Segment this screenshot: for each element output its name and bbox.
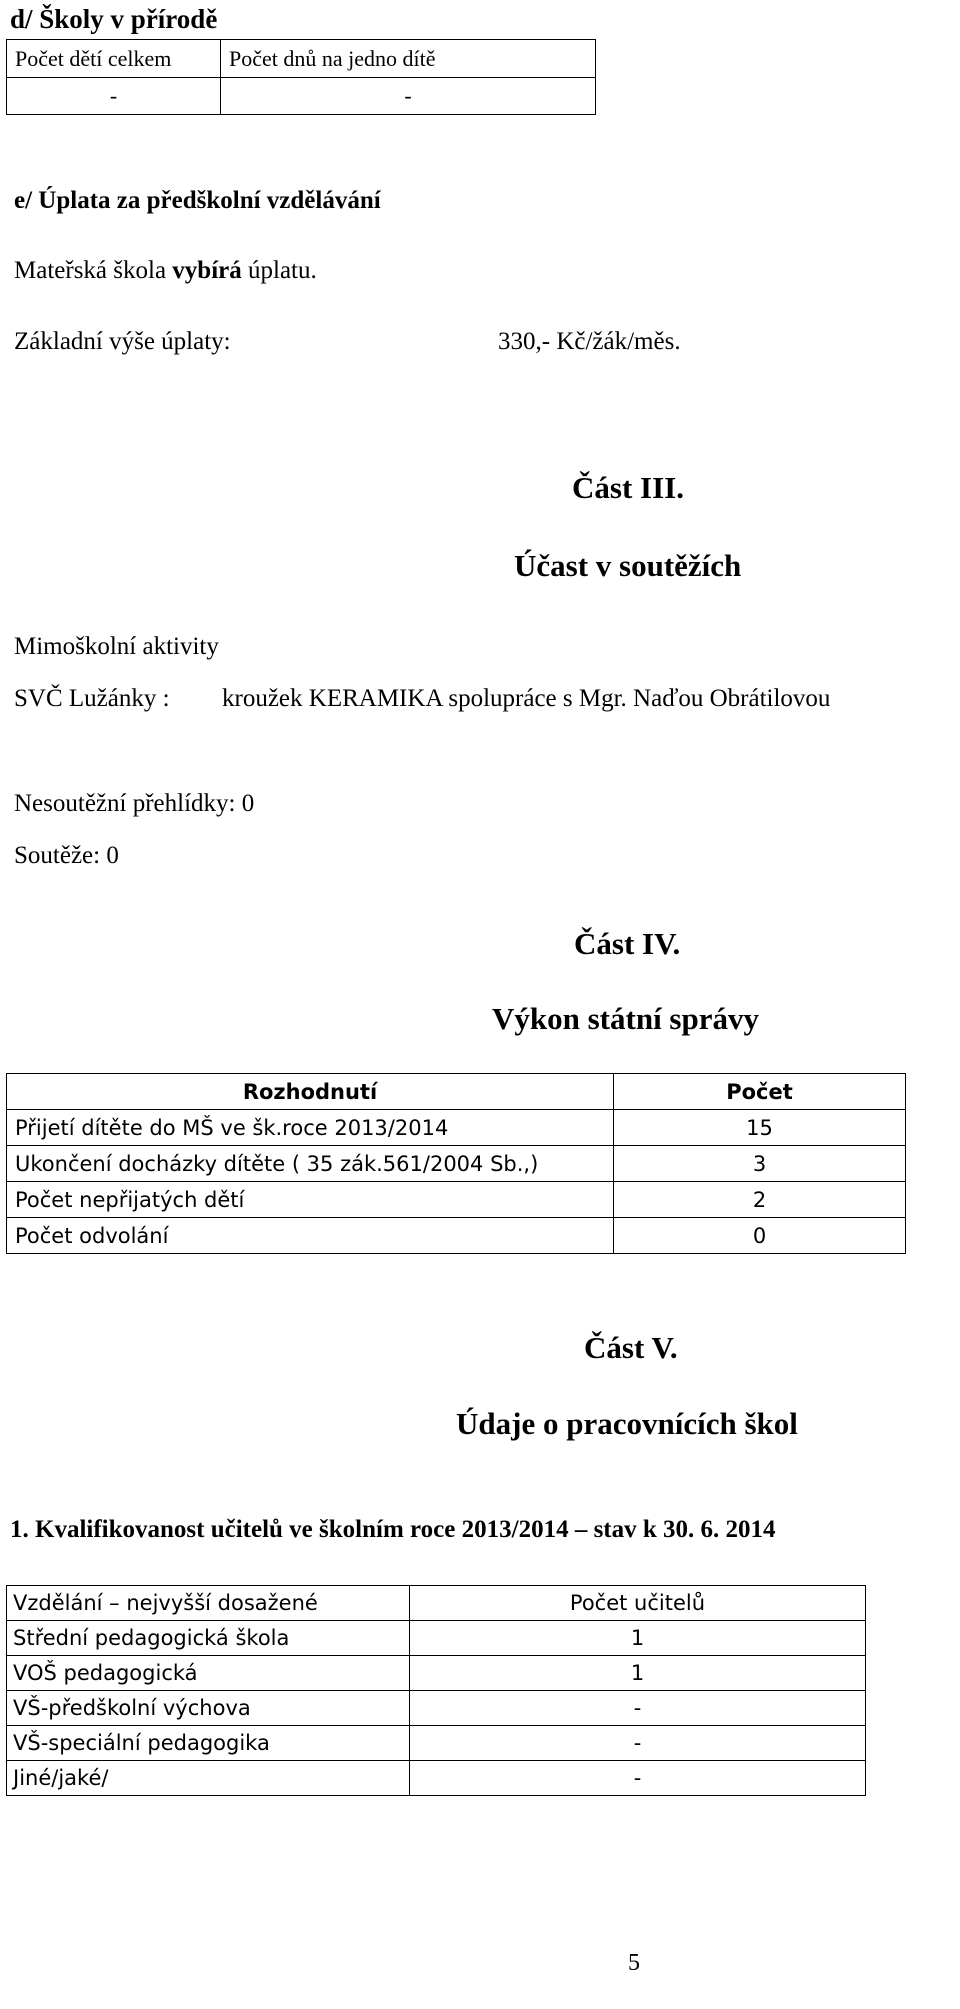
activities-label: Mimoškolní aktivity <box>14 633 219 660</box>
table-row <box>7 1218 906 1254</box>
table-cell: 15 <box>614 1110 906 1146</box>
qualification-table <box>6 1585 866 1796</box>
table-row <box>7 78 596 115</box>
table-row <box>7 1761 866 1796</box>
fee-line-text-end: úplatu. <box>241 257 317 284</box>
table-cell: Počet odvolání <box>7 1218 614 1254</box>
table-row <box>7 1726 866 1761</box>
table-header-cell: Počet <box>614 1074 906 1110</box>
table-header-row <box>7 1586 866 1621</box>
table-cell: Počet nepřijatých dětí <box>7 1182 614 1218</box>
table-cell: VŠ-předškolní výchova <box>7 1691 410 1726</box>
school-in-nature-table <box>6 39 596 115</box>
table-cell: Ukončení docházky dítěte ( 35 zák.561/2004 Sb.,) <box>7 1146 614 1182</box>
table-row <box>7 1146 906 1182</box>
decisions-table <box>6 1073 906 1254</box>
part5-subtitle: Údaje o pracovnících škol <box>456 1406 798 1441</box>
table-row <box>7 1621 866 1656</box>
table-header-cell: Počet učitelů <box>410 1586 866 1621</box>
table-cell: 1 <box>410 1656 866 1691</box>
table-cell: 1 <box>410 1621 866 1656</box>
part4-title: Část IV. <box>574 926 681 961</box>
part3-subtitle: Účast v soutěžích <box>514 548 742 583</box>
table-cell: Jiné/jaké/ <box>7 1761 410 1796</box>
table-row <box>7 1691 866 1726</box>
table-header-cell: Rozhodnutí <box>7 1074 614 1110</box>
table-cell: - <box>410 1726 866 1761</box>
table-cell: - <box>7 78 221 115</box>
fee-line-bold: vybírá <box>172 257 242 284</box>
table-cell: 2 <box>614 1182 906 1218</box>
table-row <box>7 1656 866 1691</box>
part4-subtitle: Výkon státní správy <box>492 1001 759 1036</box>
table-cell: - <box>221 78 596 115</box>
table-cell: Přijetí dítěte do MŠ ve šk.roce 2013/2014 <box>7 1110 614 1146</box>
non-competitive-count: Nesoutěžní přehlídky: 0 <box>14 790 255 817</box>
table-cell: VŠ-speciální pedagogika <box>7 1726 410 1761</box>
fee-label: Základní výše úplaty: <box>14 328 231 355</box>
part3-title: Část III. <box>572 470 684 505</box>
table-row <box>7 1182 906 1218</box>
table-cell: VOŠ pedagogická <box>7 1656 410 1691</box>
table-header-row <box>7 1074 906 1110</box>
page-number: 5 <box>628 1950 640 1976</box>
fee-line-text: Mateřská škola <box>14 257 167 284</box>
table-cell: - <box>410 1761 866 1796</box>
table-cell: 0 <box>614 1218 906 1254</box>
table-cell: - <box>410 1691 866 1726</box>
svc-label: SVČ Lužánky : <box>14 685 170 712</box>
table-header-row <box>7 40 596 78</box>
table-header-cell: Počet dětí celkem <box>7 40 221 78</box>
table-cell: 3 <box>614 1146 906 1182</box>
fee-value: 330,- Kč/žák/měs. <box>498 328 681 355</box>
part5-title: Část V. <box>584 1330 678 1365</box>
table-cell: Střední pedagogická škola <box>7 1621 410 1656</box>
table-header-cell: Počet dnů na jedno dítě <box>221 40 596 78</box>
competitions-count: Soutěže: 0 <box>14 842 119 869</box>
section-e-heading: e/ Úplata za předškolní vzdělávání <box>14 187 381 214</box>
table-row <box>7 1110 906 1146</box>
table-header-cell: Vzdělání – nejvyšší dosažené <box>7 1586 410 1621</box>
svc-text: kroužek KERAMIKA spolupráce s Mgr. Naďou Obrátilovou <box>222 685 831 712</box>
section-d-heading: d/ Školy v přírodě <box>10 4 218 34</box>
fee-collection-line <box>14 257 317 285</box>
qualification-heading: 1. Kvalifikovanost učitelů ve školním roce 2013/2014 – stav k 30. 6. 2014 <box>10 1516 776 1543</box>
